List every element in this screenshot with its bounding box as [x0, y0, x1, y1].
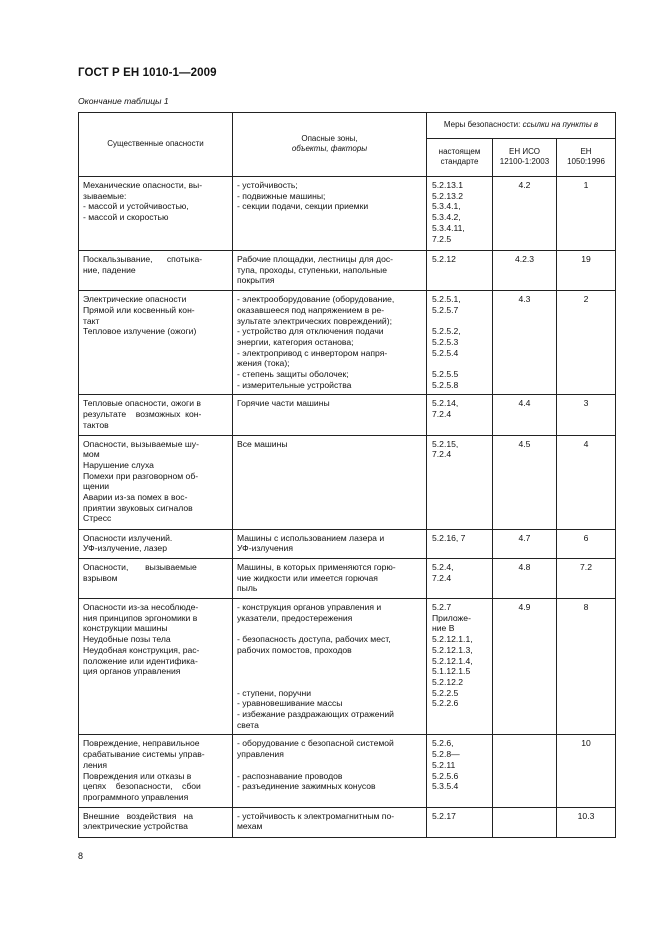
zone-cell-line: Все машины [237, 438, 288, 449]
en-ref-cell: 4 [557, 435, 616, 529]
en-ref-cell: 2 [557, 291, 616, 395]
zone-cell-line [237, 666, 422, 677]
std-ref-cell [427, 807, 493, 837]
std-ref-cell [427, 735, 493, 807]
std-ref-cell-line: 5.2.12.1.1, [432, 634, 473, 645]
zone-cell-line: - распознавание проводов [237, 770, 343, 781]
en-ref-cell: 3 [557, 395, 616, 435]
std-ref-cell-line: 5.2.14, [432, 398, 459, 409]
std-ref-cell-line: 5.3.4.2, [432, 212, 461, 223]
table-row [79, 735, 616, 807]
zone-cell [233, 177, 427, 251]
iso-ref-cell: 4.8 [493, 558, 557, 598]
table-row [79, 435, 616, 529]
std-ref-cell [427, 251, 493, 291]
hazard-cell-line: Тепловые опасности, ожоги в [83, 398, 201, 409]
hazard-cell-line: мом [83, 449, 100, 460]
hazard-cell [79, 291, 233, 395]
std-ref-cell-line: 5.2.5.1, [432, 294, 461, 305]
hazard-cell-line: Опасности, вызываемые шу- [83, 438, 199, 449]
header-zones [233, 113, 427, 177]
std-ref-cell-line: 5.2.4, [432, 561, 454, 572]
hazard-cell-line: Тепловое излучение (ожоги) [83, 326, 197, 337]
std-ref-cell-line: 7.2.4 [432, 409, 452, 420]
std-ref-cell-line: 5.2.5.2, [432, 326, 461, 337]
zone-cell-line: - измерительные устройства [237, 379, 352, 390]
std-ref-cell [427, 177, 493, 251]
iso-ref-cell: 4.7 [493, 529, 557, 558]
std-ref-cell-line: 5.2.13.1 [432, 180, 464, 190]
page-number: 8 [78, 851, 84, 861]
hazard-cell-line: Помехи при разговорном об- [83, 470, 199, 481]
std-ref-cell-line: 5.2.11 [432, 759, 456, 770]
hazard-cell-line: щении [83, 481, 110, 492]
hazard-cell [79, 435, 233, 529]
std-ref-cell-line: 5.2.5.7 [432, 304, 459, 315]
hazard-cell-line: зываемые: [83, 190, 127, 201]
hazard-cell [79, 251, 233, 291]
hazard-cell-line: приятии звуковых сигналов [83, 502, 193, 513]
header-measures-prefix: Меры безопасности: [443, 120, 523, 129]
std-ref-cell-line: 5.1.12.1.5 [432, 666, 471, 677]
hazard-cell-line: УФ-излучение, лазер [83, 543, 167, 554]
zone-cell-line: света [237, 719, 259, 730]
hazard-cell-line: Внешние воздействия на [83, 810, 194, 821]
hazard-cell-line: Аварии из-за помех в вос- [83, 492, 188, 503]
std-ref-cell-line: 5.2.5.8 [432, 379, 459, 390]
en-ref-cell: 10.3 [557, 807, 616, 837]
zone-cell-line: - устойчивость к электромагнитным по- [237, 810, 395, 821]
iso-ref-cell: 4.3 [493, 291, 557, 395]
std-ref-cell-line: 5.3.4.1, [432, 201, 461, 212]
std-ref-cell-line: 7.2.5 [432, 233, 452, 244]
hazard-cell-line: Электрические опасности [83, 294, 187, 305]
hazard-cell-line: Механические опасности, вы- [83, 180, 203, 190]
hazard-cell-line: Неудобные позы тела [83, 634, 171, 645]
zone-cell [233, 529, 427, 558]
en-ref-cell: 7.2 [557, 558, 616, 598]
std-ref-cell [427, 558, 493, 598]
iso-ref-cell: 4.9 [493, 599, 557, 735]
zone-cell-line: управления [237, 749, 284, 760]
hazard-cell-line: срабатывание системы управ- [83, 749, 205, 760]
std-ref-cell [427, 435, 493, 529]
zone-cell [233, 558, 427, 598]
zone-cell-line: - оборудование с безопасной системой [237, 738, 394, 749]
zone-cell-line: жения (тока); [237, 358, 290, 369]
zone-cell-line: - ступени, поручни [237, 687, 312, 698]
zone-cell-line: Машины, в которых применяются горю- [237, 561, 396, 572]
zone-cell [233, 735, 427, 807]
hazards-table [78, 112, 616, 838]
table-row [79, 291, 616, 395]
std-ref-cell [427, 291, 493, 395]
hazard-cell [79, 599, 233, 735]
zone-cell-line: Машины с использованием лазера и [237, 532, 385, 543]
zone-cell [233, 599, 427, 735]
zone-cell [233, 291, 427, 395]
hazard-cell-line: результате возможных кон- [83, 409, 202, 420]
zone-cell-line: - секции подачи, секции приемки [237, 201, 369, 212]
hazard-cell-line: ние, падение [83, 264, 136, 275]
en-ref-cell: 1 [557, 177, 616, 251]
zone-cell-line: УФ-излучения [237, 543, 293, 554]
zone-cell-line: - безопасность доступа, рабочих мест, [237, 634, 391, 645]
zone-cell-line: чие жидкости или имеется горючая [237, 572, 378, 583]
hazard-cell [79, 558, 233, 598]
hazard-cell-line: Прямой или косвенный кон- [83, 304, 195, 315]
hazard-cell [79, 529, 233, 558]
hazard-cell-line: ния принципов эргономики в [83, 612, 198, 623]
header-zones-line1: Опасные зоны, [301, 134, 358, 143]
zone-cell-line: указатели, предостережения [237, 612, 353, 623]
zone-cell-line: тупа, проходы, ступеньки, напольные [237, 264, 387, 275]
iso-ref-cell: 4.5 [493, 435, 557, 529]
hazard-cell-line: - массой и устойчивостью, [83, 201, 189, 212]
std-ref-cell-line: 5.2.16, 7 [432, 532, 466, 543]
zone-cell-line: оказавшееся под напряжением в ре- [237, 304, 385, 315]
zone-cell-line: - степень защиты оболочек; [237, 369, 349, 380]
std-ref-cell-line: 5.2.12.1.4, [432, 655, 473, 666]
std-ref-cell-line: 5.2.5.5 [432, 369, 459, 379]
std-ref-cell-line: ние В [432, 623, 455, 634]
hazard-cell-line: ления [83, 759, 107, 770]
zone-cell-line: - устойчивость; [237, 180, 298, 190]
iso-ref-cell: 4.4 [493, 395, 557, 435]
std-ref-cell-line: 5.2.13.2 [432, 190, 464, 201]
zone-cell-line [237, 656, 422, 667]
table-row [79, 251, 616, 291]
std-ref-cell-line: 5.2.5.6 [432, 770, 459, 781]
en-ref-cell: 8 [557, 599, 616, 735]
hazard-cell [79, 735, 233, 807]
hazard-cell-line: Неудобная конструкция, рас- [83, 644, 200, 655]
hazard-cell-line: электрические устройства [83, 821, 188, 832]
zone-cell-line: - уравновешивание массы [237, 698, 343, 709]
iso-ref-cell: 4.2 [493, 177, 557, 251]
zone-cell-line: Рабочие площадки, лестницы для дос- [237, 254, 394, 264]
std-ref-cell-line: 5.2.6, [432, 738, 454, 749]
en-ref-cell: 10 [557, 735, 616, 807]
table-row [79, 807, 616, 837]
hazard-cell [79, 807, 233, 837]
hazard-cell-line: такт [83, 315, 100, 326]
std-ref-cell-line: 5.2.2.5 [432, 687, 459, 698]
zone-cell-line: - избежание раздражающих отражений [237, 709, 394, 720]
zone-cell-line [237, 623, 422, 634]
std-ref-cell [427, 599, 493, 735]
std-ref-cell-line: Приложе- [432, 612, 471, 623]
zone-cell [233, 807, 427, 837]
zone-cell [233, 395, 427, 435]
hazard-cell-line: Опасности излучений. [83, 532, 173, 543]
std-ref-cell-line: 5.2.17 [432, 810, 456, 821]
table-row [79, 599, 616, 735]
header-measures-suffix: ссылки на пункты в [522, 120, 599, 129]
std-ref-cell-line [432, 358, 488, 369]
std-ref-cell-line: 5.2.8— [432, 749, 460, 760]
zone-cell-line: мехам [237, 821, 263, 832]
hazard-cell-line: цепях безопасности, сбои [83, 781, 201, 792]
zone-cell-line: покрытия [237, 275, 275, 286]
table-row [79, 395, 616, 435]
zone-cell-line: - электропривод с инвертором напря- [237, 347, 388, 358]
header-hazards: Существенные опасности [79, 113, 233, 177]
std-ref-cell [427, 529, 493, 558]
document-title: ГОСТ Р ЕН 1010-1—2009 [78, 67, 217, 79]
zone-cell-line: - электрооборудование (оборудование, [237, 294, 395, 305]
iso-ref-cell: 4.2.3 [493, 251, 557, 291]
std-ref-cell-line: 5.3.5.4 [432, 781, 459, 792]
table-row [79, 177, 616, 251]
hazard-cell-line: Опасности из-за несоблюде- [83, 602, 199, 613]
zone-cell-line: - разъединение зажимных конусов [237, 781, 376, 792]
en-ref-cell: 19 [557, 251, 616, 291]
zone-cell-line: рабочих помостов, проходов [237, 644, 352, 655]
std-ref-cell-line: 5.2.12.2 [432, 676, 464, 687]
subheader-en-1050: ЕН 1050:1996 [557, 139, 616, 177]
std-ref-cell-line: 5.2.5.4 [432, 347, 459, 358]
hazard-cell [79, 177, 233, 251]
zone-cell-line: - устройство для отключения подачи [237, 326, 384, 337]
std-ref-cell-line [432, 316, 488, 327]
zone-cell-line: зультате электрических повреждений); [237, 315, 392, 326]
zone-cell-line [237, 760, 422, 771]
std-ref-cell-line: 5.2.2.6 [432, 698, 459, 709]
std-ref-cell-line: 5.2.12 [432, 254, 456, 264]
std-ref-cell-line: 7.2.4 [432, 449, 452, 460]
hazard-cell-line: - массой и скоростью [83, 212, 169, 223]
std-ref-cell-line: 5.2.7 [432, 602, 452, 613]
table-header-row [79, 113, 616, 139]
hazard-cell-line: взрывом [83, 572, 118, 583]
std-ref-cell-line: 5.2.15, [432, 438, 459, 449]
table-row [79, 558, 616, 598]
std-ref-cell-line: 5.2.12.1.3, [432, 644, 473, 655]
hazard-cell-line: Поскальзывание, спотыка- [83, 254, 203, 264]
zone-cell-line: - подвижные машины; [237, 190, 326, 201]
en-ref-cell: 6 [557, 529, 616, 558]
subheader-en-iso: ЕН ИСО 12100-1:2003 [493, 139, 557, 177]
hazard-cell-line: Опасности, вызываемые [83, 561, 197, 572]
hazard-cell [79, 395, 233, 435]
hazard-cell-line: положение или идентифика- [83, 655, 198, 666]
hazard-cell-line: Нарушение слуха [83, 459, 154, 470]
zone-cell-line: пыль [237, 583, 258, 594]
hazard-cell-line: ция органов управления [83, 666, 181, 677]
zone-cell-line: - конструкция органов управления и [237, 602, 382, 613]
table-caption: Окончание таблицы 1 [78, 96, 169, 106]
iso-ref-cell [493, 735, 557, 807]
zone-cell-line: энергии, категория останова; [237, 336, 354, 347]
table-row [79, 529, 616, 558]
hazard-cell-line: конструкции машины [83, 623, 168, 634]
iso-ref-cell [493, 807, 557, 837]
hazard-cell-line: Повреждения или отказы в [83, 770, 192, 781]
zone-cell [233, 251, 427, 291]
header-zones-line2: объекты, факторы [291, 144, 368, 153]
std-ref-cell-line: 7.2.4 [432, 572, 452, 583]
hazard-cell-line: программного управления [83, 791, 189, 802]
std-ref-cell-line: 5.2.5.3 [432, 336, 459, 347]
hazard-cell-line: Повреждение, неправильное [83, 738, 200, 749]
std-ref-cell-line: 5.3.4.11, [432, 222, 465, 233]
zone-cell-line: Горячие части машины [237, 398, 330, 409]
hazard-cell-line: тактов [83, 419, 109, 430]
std-ref-cell [427, 395, 493, 435]
zone-cell [233, 435, 427, 529]
subheader-this-standard: настоящем стандарте [427, 139, 493, 177]
header-measures [427, 113, 616, 139]
hazard-cell-line: Стресс [83, 513, 112, 524]
zone-cell-line [237, 677, 422, 688]
